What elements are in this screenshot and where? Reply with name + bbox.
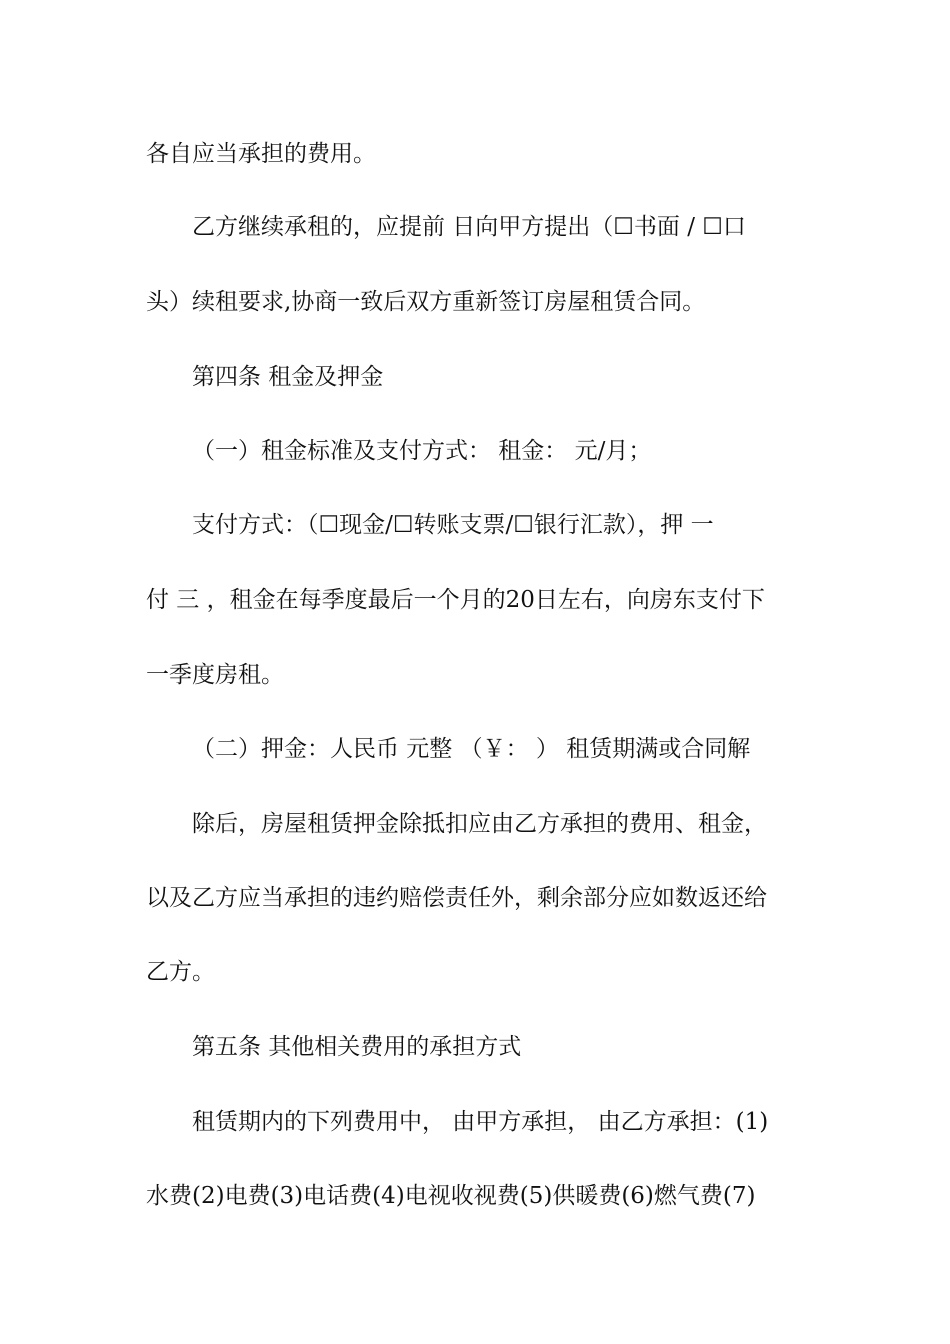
text-line: 乙方。 <box>146 959 215 985</box>
text-line: （一）租金标准及支付方式： 租金： 元/月； <box>192 438 652 464</box>
text-line: （二）押金：人民币 元整 （￥： ） 租赁期满或合同解 <box>192 736 751 762</box>
text-line: 各自应当承担的费用。 <box>146 141 376 167</box>
text-line: 租赁期内的下列费用中， 由甲方承担， 由乙方承担：(1) <box>192 1109 769 1135</box>
text-line: 以及乙方应当承担的违约赔偿责任外，剩余部分应如数返还给 <box>146 885 767 911</box>
section-heading: 第四条 租金及押金 <box>192 364 384 390</box>
text-line: 头）续租要求,协商一致后双方重新签订房屋租赁合同。 <box>146 289 706 315</box>
text-line: 水费(2)电费(3)电话费(4)电视收视费(5)供暖费(6)燃气费(7) <box>146 1183 756 1209</box>
text-line: 除后，房屋租赁押金除抵扣应由乙方承担的费用、租金， <box>192 811 767 837</box>
text-line: 一季度房租。 <box>146 662 284 688</box>
text-line: 付 三 ，租金在每季度最后一个月的20日左右，向房东支付下 <box>146 587 765 613</box>
text-line: 乙方继续承租的，应提前 日向甲方提出（☐书面 / ☐口 <box>192 214 746 240</box>
section-heading: 第五条 其他相关费用的承担方式 <box>192 1034 522 1060</box>
text-line: 支付方式：（☐现金/☐转账支票/☐银行汇款），押 一 <box>192 512 714 538</box>
